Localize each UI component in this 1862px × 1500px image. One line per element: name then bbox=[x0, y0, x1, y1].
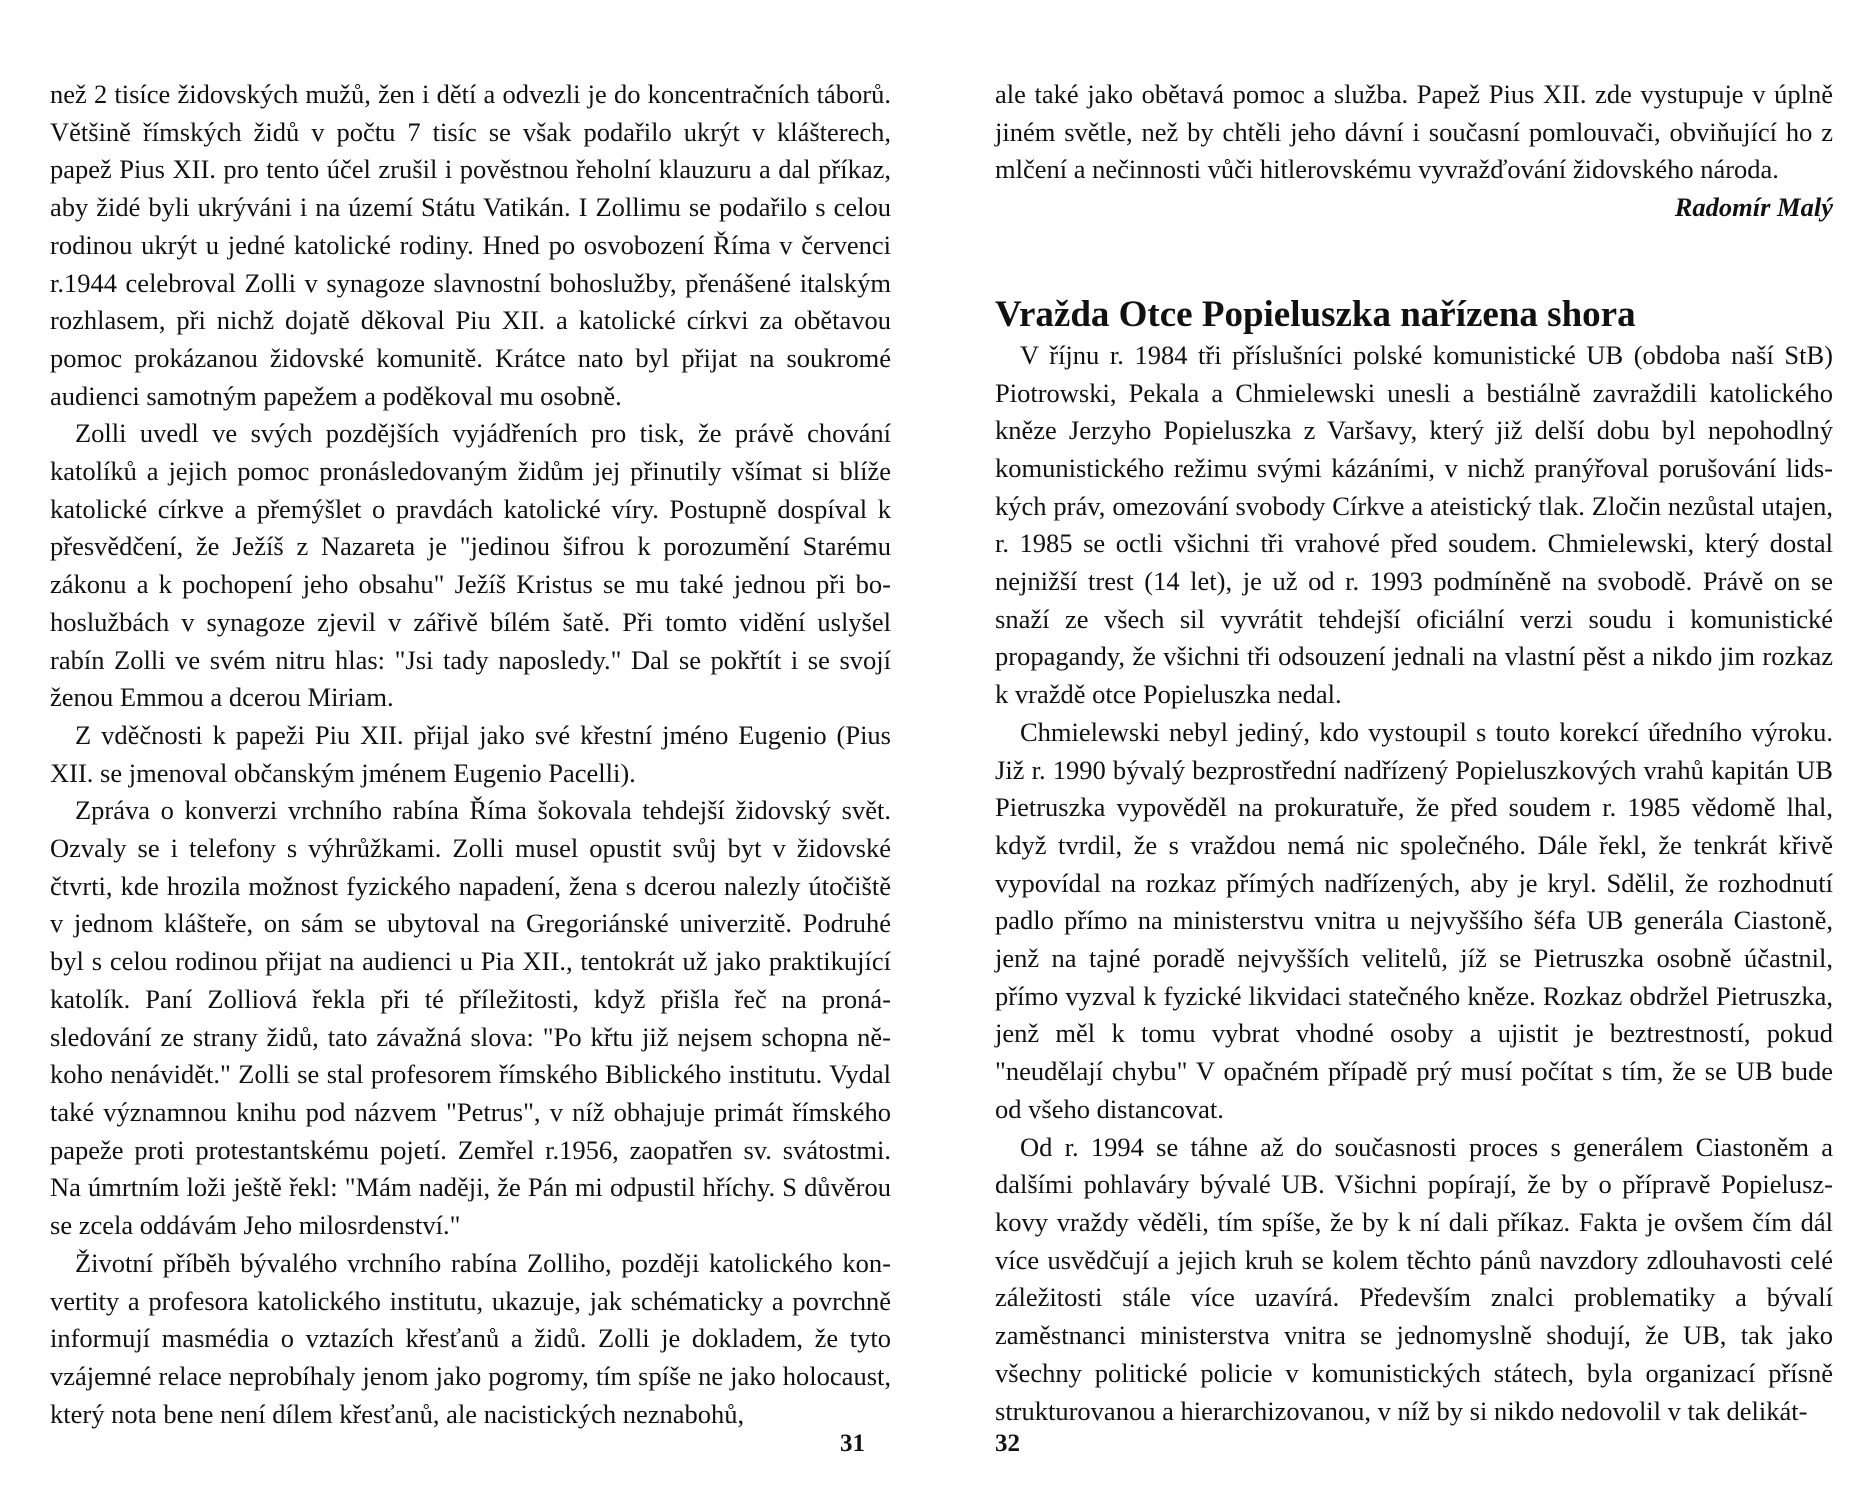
article-author: Radomír Malý bbox=[1674, 192, 1833, 223]
paragraph: Zolli uvedl ve svých pozdějších vyjádřeních pro tisk, že právě chování katolíků a jejich pomoc pronásledovaným židům jej přinutily všímat si blíže katolické církve a přemýšlet o pravdách katolické víry. Postupně dospíval k přesvědčení, že Ježíš z Nazareta je "jedinou šifrou k porozumění Starému zákonu a k pochopení jeho obsahu" Ježíš Kristus se mu také jednou při bohoslužbách v synagoze zjevil v zářivě bílém šatě. Při tomto vidění uslyšel rabín Zolli ve svém nitru hlas: "Jsi tady naposledy." Dal se pokřtít i se svojí ženou Emmou a dcerou Miriam. bbox=[50, 418, 891, 713]
paragraph: Chmielewski nebyl jediný, kdo vystoupil s touto korekcí úředního výroku. Již r. 1990 bývalý bezprostřední nadřízený Popieluszkových vrahů kapitán UB Pietruszka vypověděl na prokuratuře, že před soudem r. 1985 vědomě lhal, když tvrdil, že s vraždou nemá nic společného. Dále řekl, že tenkrát křivě vypovídal na rozkaz přímých nadřízených, aby je kryl. Sdělil, že rozhodnutí padlo přímo na ministerstvu vnitra u nejvyššího šéfa UB generála Ciastoně, jenž na tajné poradě nejvyšších velitelů, jíž se Pietruszka osobně účastnil, přímo vyzval k fyzické likvidaci statečného kněze. Rozkaz obdržel Pietruszka, jenž měl k tomu vybrat vhodné osoby a ujistit je beztrestností, pokud "neudělají chybu" V opačném případě prý musí počítat s tím, že se UB bude od všeho distancovat. bbox=[995, 716, 1833, 1124]
paragraph: Z vděčnosti k papeži Piu XII. přijal jako své křestní jméno Eugenio (Pius XII. se jmenoval občanským jménem Eugenio Pacelli). bbox=[50, 719, 891, 788]
page-number: 31 bbox=[840, 1430, 865, 1457]
left-page-text bbox=[50, 76, 891, 1433]
paragraph: než 2 tisíce židovských mužů, žen i dětí a odvezli je do koncentračních táborů. Většině římských židů v počtu 7 tisíc se však podařilo ukrýt v klášterech, papež Pius XII. pro tento účel zrušil i pověstnou řeholní klauzuru a dal příkaz, aby židé byli ukrýváni i na území Státu Vatikán. I Zollimu se podařilo s celou rodinou ukrýt u jedné katolické rodiny. Hned po osvobození Říma v červenci r.1944 celebroval Zolli v synagoze slavnostní bohoslužby, přenášené italským rozhlasem, při nichž dojatě děkoval Piu XII. a katolické církvi za obětavou pomoc prokázanou židovské komunitě. Krátce nato byl přijat na soukromé audienci samotným papežem a poděkoval mu osobně. bbox=[50, 79, 891, 411]
right-page bbox=[931, 0, 1862, 1500]
paragraph: Od r. 1994 se táhne až do současnosti proces s generálem Ciastoněm a dalšími pohlaváry bývalé UB. Všichni popírají, že by o přípravě Popieluszkovy vraždy věděli, tím spíše, že by k ní dali příkaz. Fakta je ovšem čím dál více usvědčují a jejich kruh se kolem těchto pánů navzdory zdlouhavosti celé záležitosti stále více uzavírá. Především znalci problematiky a bývalí zaměstnanci ministerstva vnitra se jednomyslně shodují, že UB, tak jako všechny politické policie v komunistických státech, byla organizací přísně strukturovanou a hierarchizovanou, v níž by si nikdo nedovolil v tak delikát- bbox=[995, 1131, 1833, 1426]
paragraph: V říjnu r. 1984 tři příslušníci polské komunistické UB (obdoba naší StB) Piotrowski, Pekala a Chmielewski unesli a bestiálně zavraždili katolického kněze Jerzyho Popieluszka z Varšavy, který již delší dobu byl nepohodlný komunistického režimu svými kázáními, v nichž pranýřoval porušování lidských práv, omezování svobody Církve a ateistický tlak. Zločin nezůstal utajen, r. 1985 se octli všichni tři vrahové před soudem. Chmielewski, který dostal nejnižší trest (14 let), je už od r. 1993 podmíněně na svobodě. Právě on se snaží ze všech sil vyvrátit tehdejší oficiální verzi soudu i komunistické propagandy, že všichni tři odsouzení jednali na vlastní pěst a nikdo jim rozkaz k vraždě otce Popieluszka nedal. bbox=[995, 339, 1833, 710]
page-number: 32 bbox=[995, 1430, 1020, 1457]
article-heading: Vražda Otce Popieluszka nařízena shora bbox=[995, 293, 1636, 335]
paragraph: Zpráva o konverzi vrchního rabína Říma šokovala tehdejší židovský svět. Ozvaly se i telefony s výhrůžkami. Zolli musel opustit svůj byt v židovské čtvrti, kde hrozila možnost fyzického napadení, žena s dcerou nalezly útočiště v jednom klášteře, on sám se ubytoval na Gregoriánské univerzitě. Podruhé byl s celou rodinou přijat na audienci u Pia XII., tentokrát už jako praktikující katolík. Paní Zolliová řekla při té příležitosti, když přišla řeč na pronásledování ze strany židů, tato závažná slova: "Po křtu již nejsem schopna někoho nenávidět." Zolli se stal profesorem římského Biblického institutu. Vydal také významnou knihu pod názvem "Petrus", v níž obhajuje primát římského papeže proti protestantskému pojetí. Zemřel r.1956, zaopatřen sv. svátostmi. Na úmrtním loži ještě řekl: "Mám naději, že Pán mi odpustil hříchy. S důvěrou se zcela oddávám Jeho milosrdenství." bbox=[50, 795, 891, 1241]
paragraph: Životní příběh bývalého vrchního rabína Zolliho, později katolického konvertity a profesora katolického institutu, ukazuje, jak schématicky a povrchně informují masmédia o vztazích křesťanů a židů. Zolli je dokladem, že tyto vzájemné relace neprobíhaly jenom jako pogromy, tím spíše ne jako holocaust, který nota bene není dílem křesťanů, ale nacistických neznabohů, bbox=[50, 1247, 891, 1429]
paragraph: ale také jako obětavá pomoc a služba. Papež Pius XII. zde vystupuje v úplně jiném světle, než by chtěli jeho dávní i současní pomlouvači, obviňující ho z mlčení a nečinnosti vůči hitlerovskému vyvražďování židovského národa. bbox=[995, 79, 1833, 185]
right-page-text bbox=[995, 76, 1833, 1430]
